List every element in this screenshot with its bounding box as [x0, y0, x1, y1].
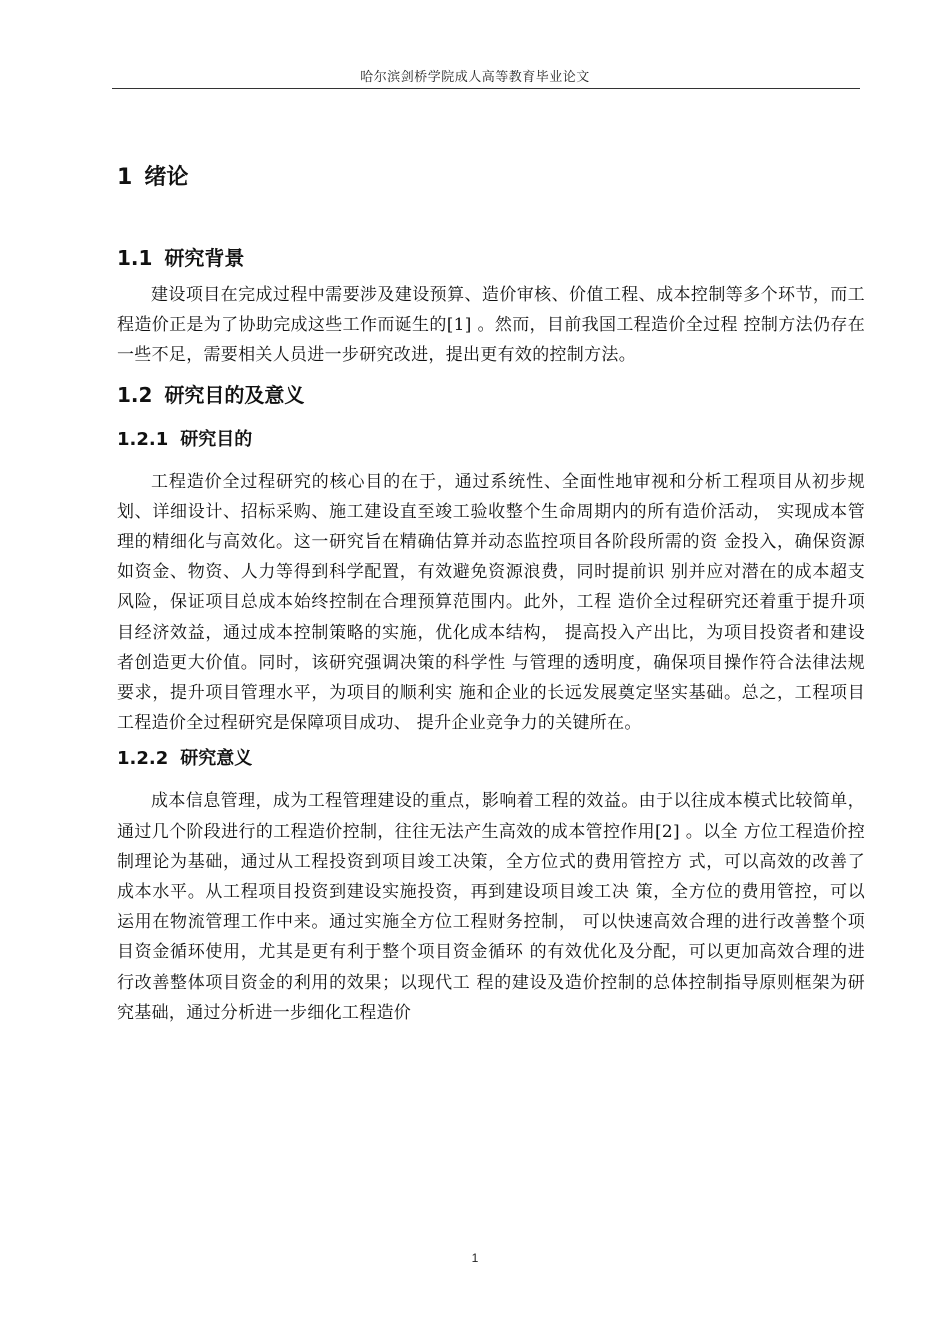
chapter-number: 1: [117, 165, 133, 190]
section-number: 1.1: [117, 246, 153, 270]
page-body: [117, 152, 865, 1028]
subsection-heading-1-2-1: [117, 421, 865, 459]
section-title: 研究背景: [164, 246, 245, 270]
subsection-heading-1-2-2: [117, 740, 865, 778]
chapter-heading: [117, 152, 865, 204]
subsection-title: 研究目的: [180, 428, 253, 450]
page-number: 1: [471, 1251, 479, 1265]
header-divider: [112, 88, 860, 89]
chapter-title: 绪论: [144, 165, 189, 190]
section-number: 1.2: [117, 382, 153, 407]
paragraph-purpose: 工程造价全过程研究的核心目的在于，通过系统性、全面性地审视和分析工程项目从初步规划、详细设计、招标采购、施工建设直至竣工验收整个生命周期内的所有造价活动， 实现成本管理的精细化与高效化。这一研究旨在精确估算并动态监控项目各阶段所需的资 金投入，确保资源如资金、物资、人力等得到科学配置，有效避免资源浪费，同时提前识 别并应对潜在的成本超支风险，保证项目总成本始终控制在合理预算范围内。此外，工程 造价全过程研究还着重于提升项目经济效益，通过成本控制策略的实施，优化成本结构， 提高投入产出比，为项目投资者和建设者创造更大价值。同时，该研究强调决策的科学性 与管理的透明度，确保项目操作符合法律法规要求，提升项目管理水平，为项目的顺利实 施和企业的长远发展奠定坚实基础。总之，工程项目工程造价全过程研究是保障项目成功、 提升企业竞争力的关键所在。: [117, 471, 865, 734]
paragraph-significance: 成本信息管理，成为工程管理建设的重点，影响着工程的效益。由于以往成本模式比较简单，通过几个阶段进行的工程造价控制，往往无法产生高效的成本管控作用[2] 。以全 方位工程造价控制理论为基础，通过从工程投资到项目竣工决策，全方位式的费用管控方 式，可以高效的改善了成本水平。从工程项目投资到建设实施投资，再到建设项目竣工决 策，全方位的费用管控，可以运用在物流管理工作中来。通过实施全方位工程财务控制， 可以快速高效合理的进行改善整个项目资金循环使用，尤其是更有利于整个项目资金循环 的有效优化及分配，可以更加高效合理的进行改善整体项目资金的利用的效果；以现代工 程的建设及造价控制的总体控制指导原则框架为研究基础，通过分析进一步细化工程造价: [117, 791, 865, 1023]
subsection-number: 1.2.1: [117, 428, 169, 450]
running-header: 哈尔滨剑桥学院成人高等教育毕业论文: [360, 70, 590, 85]
spacer: [117, 204, 865, 238]
section-heading-1-1: [117, 238, 865, 278]
subsection-title: 研究意义: [180, 748, 253, 770]
paragraph-background: 建设项目在完成过程中需要涉及建设预算、造价审核、价值工程、成本控制等多个环节，而工程造价正是为了协助完成这些工作而诞生的[1] 。然而，目前我国工程造价全过程 控制方法仍存在一些不足，需要相关人员进一步研究改进，提出更有效的控制方法。: [117, 285, 865, 366]
subsection-number: 1.2.2: [117, 748, 169, 770]
section-title: 研究目的及意义: [164, 382, 305, 407]
section-heading-1-2: [117, 375, 865, 415]
